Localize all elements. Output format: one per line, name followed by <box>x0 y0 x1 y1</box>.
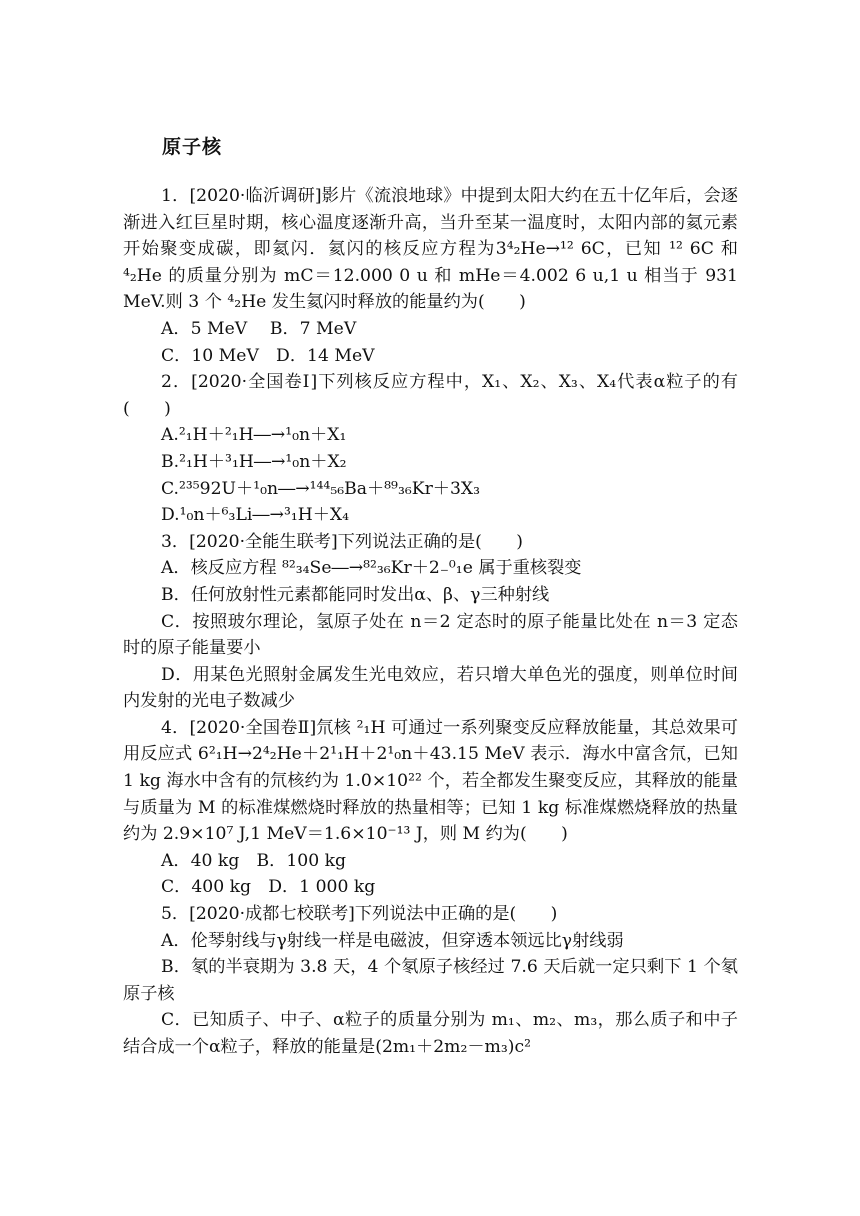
q2-option-d: D.¹₀n＋⁶₃Li―→³₁H＋X₄ <box>161 505 350 526</box>
q1-options-ab: A．5 MeV B．7 MeV <box>161 318 357 339</box>
page-title: 原子核 <box>162 136 223 158</box>
q1-options-cd: C．10 MeV D．14 MeV <box>161 345 375 366</box>
q2-stem: 2．[2020·全国卷Ⅰ]下列核反应方程中，X₁、X₂、X₃、X₄代表α粒子的有( ) <box>123 372 738 419</box>
q5-option-a: A．伦琴射线与γ射线一样是电磁波，但穿透本领远比γ射线弱 <box>161 930 624 951</box>
q3-option-b: B．任何放射性元素都能同时发出α、β、γ三种射线 <box>161 584 550 605</box>
q3-option-d: D．用某色光照射金属发生光电效应，若只增大单色光的强度，则单位时间内发射的光电子数减少 <box>123 664 738 712</box>
q3-option-a: A．核反应方程 ⁸²₃₄Se―→⁸²₃₆Kr＋2₋⁰₁e 属于重核裂变 <box>161 558 582 579</box>
q2-option-a: A.²₁H＋²₁H―→¹₀n＋X₁ <box>161 425 347 446</box>
q1-stem: 1．[2020·临沂调研]影片《流浪地球》中提到太阳大约在五十亿年后，会逐渐进入红巨星时期，核心温度逐渐升高，当升至某一温度时，太阳内部的氦元素开始聚变成碳，即氦闪．氦闪的核反应方程为3⁴₂He→¹² 6C，已知 ¹² 6C 和 ⁴₂He 的质量分别为 mC＝12.000 0 u 和 mHe＝4.002 6 u,1 u 相当于 931 MeV.则 3 个 ⁴₂He 发生氦闪时释放的能量约为( ) <box>123 186 738 313</box>
q5-option-c: C．已知质子、中子、α粒子的质量分别为 m₁、m₂、m₃，那么质子和中子结合成一个α粒子，释放的能量是(2m₁＋2m₂－m₃)c² <box>123 1010 738 1057</box>
q4-options-ab: A．40 kg B．100 kg <box>161 850 347 871</box>
q2-option-c: C.²³⁵92U＋¹₀n―→¹⁴⁴₅₆Ba＋⁸⁹₃₆Kr＋3X₃ <box>161 478 481 499</box>
q5-option-b: B．氡的半衰期为 3.8 天，4 个氡原子核经过 7.6 天后就一定只剩下 1 个氡原子核 <box>123 957 738 1004</box>
q4-options-cd: C．400 kg D．1 000 kg <box>161 877 376 898</box>
q3-option-c: C．按照玻尔理论，氢原子处在 n＝2 定态时的原子能量比处在 n＝3 定态时的原子能量要小 <box>123 611 738 659</box>
question-body <box>123 183 738 1061</box>
q5-stem: 5．[2020·成都七校联考]下列说法中正确的是( ) <box>161 904 558 925</box>
q3-stem: 3．[2020·全能生联考]下列说法正确的是( ) <box>161 531 523 552</box>
q2-option-b: B.²₁H＋³₁H―→¹₀n＋X₂ <box>161 451 347 472</box>
q4-stem: 4．[2020·全国卷Ⅱ]氘核 ²₁H 可通过一系列聚变反应释放能量，其总效果可用反应式 6²₁H→2⁴₂He＋2¹₁H＋2¹₀n＋43.15 MeV 表示．海水中富含氘，已知 1 kg 海水中含有的氘核约为 1.0×10²² 个，若全都发生聚变反应，其释放的能量与质量为 M 的标准煤燃烧时释放的热量相等；已知 1 kg 标准煤燃烧释放的热量约为 2.9×10⁷ J,1 MeV＝1.6×10⁻¹³ J，则 M 约为( ) <box>123 717 738 845</box>
